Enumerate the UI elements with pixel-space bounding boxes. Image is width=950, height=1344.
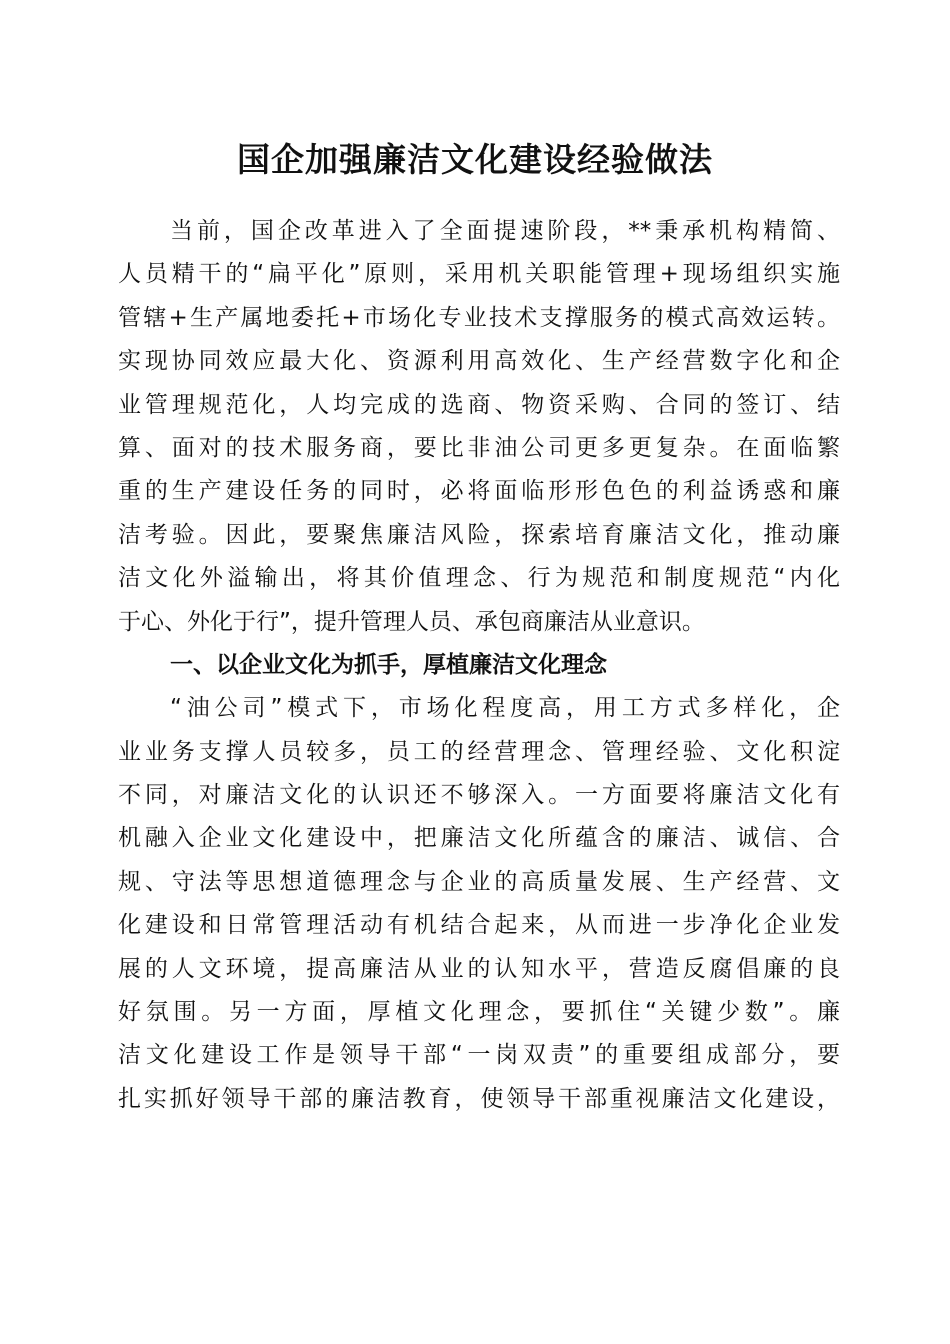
paragraph-line: 管辖+生产属地委托+市场化专业技术支撑服务的模式高效运转。 xyxy=(118,304,840,331)
paragraph-line: 当前，国企改革进入了全面提速阶段，**秉承机构精简、 xyxy=(170,218,840,244)
paragraph-line: 业管理规范化，人均完成的选商、物资采购、合同的签订、结 xyxy=(118,391,840,418)
paragraph-line: 重的生产建设任务的同时，必将面临形形色色的利益诱惑和廉 xyxy=(118,478,840,505)
document-title: 国企加强廉洁文化建设经验做法 xyxy=(237,140,713,179)
paragraph-line: 展的人文环境，提高廉洁从业的认知水平，营造反腐倡廉的良 xyxy=(118,955,840,982)
paragraph-line: 实现协同效应最大化、资源利用高效化、生产经营数字化和企 xyxy=(118,348,840,375)
paragraph-line: 洁文化建设工作是领导干部“一岗双责”的重要组成部分，要 xyxy=(118,1042,840,1069)
paragraph-line: 好氛围。另一方面，厚植文化理念，要抓住“关键少数”。廉 xyxy=(118,999,840,1026)
paragraph-line: 机融入企业文化建设中，把廉洁文化所蕴含的廉洁、诚信、合 xyxy=(118,825,840,852)
paragraph-line: 化建设和日常管理活动有机结合起来，从而进一步净化企业发 xyxy=(118,912,840,939)
section-heading: 一、以企业文化为抓手，厚植廉洁文化理念 xyxy=(170,651,607,678)
paragraph-line: “油公司”模式下，市场化程度高，用工方式多样化，企 xyxy=(170,695,840,722)
paragraph-line: 算、面对的技术服务商，要比非油公司更多更复杂。在面临繁 xyxy=(118,434,840,461)
paragraph-line: 于心、外化于行”，提升管理人员、承包商廉洁从业意识。 xyxy=(118,608,705,635)
paragraph-line: 扎实抓好领导干部的廉洁教育，使领导干部重视廉洁文化建设， xyxy=(118,1085,840,1112)
paragraph-line: 规、守法等思想道德理念与企业的高质量发展、生产经营、文 xyxy=(118,868,840,895)
paragraph-line: 业业务支撑人员较多，员工的经营理念、管理经验、文化积淀 xyxy=(118,738,840,765)
paragraph-line: 洁考验。因此，要聚焦廉洁风险，探索培育廉洁文化，推动廉 xyxy=(118,521,840,548)
document-body xyxy=(118,210,840,1121)
paragraph-line: 洁文化外溢输出，将其价值理念、行为规范和制度规范“内化 xyxy=(118,565,840,592)
paragraph-line: 不同，对廉洁文化的认识还不够深入。一方面要将廉洁文化有 xyxy=(118,782,840,809)
paragraph-line: 人员精干的“扁平化”原则，采用机关职能管理+现场组织实施 xyxy=(118,261,840,288)
